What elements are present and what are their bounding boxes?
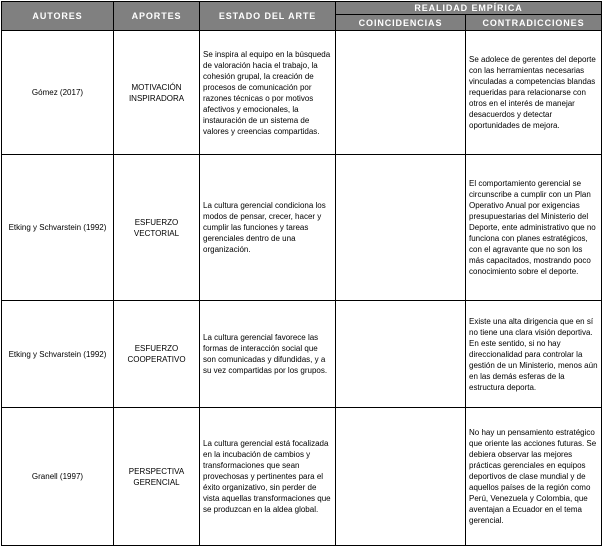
estado-cell: La cultura gerencial condiciona los modos de pensar, crecer, hacer y cumplir las funciones y tareas gerenciales dentro de una organización. (200, 155, 336, 301)
autor-cell: Etking y Schvarstein (1992) (2, 155, 114, 301)
header-aportes: APORTES (114, 2, 200, 31)
aporte-cell: ESFUERZO VECTORIAL (114, 155, 200, 301)
coincidencias-cell (336, 408, 466, 546)
autor-cell: Etking y Schvarstein (1992) (2, 301, 114, 408)
autor-cell: Granell (1997) (2, 408, 114, 546)
contradicciones-cell: No hay un pensamiento estratégico que oriente las acciones futuras. Se debiera observar las mejores prácticas gerenciales en equipos deportivos de clase mundial y de aquellos países de la región como Perú, Venezuela y Colombia, que aventajan a Ecuador en el tema gerencial. (466, 408, 602, 546)
table-row (2, 408, 602, 546)
coincidencias-cell (336, 155, 466, 301)
aporte-cell: MOTIVACIÓN INSPIRADORA (114, 31, 200, 155)
header-coincidencias: COINCIDENCIAS (336, 15, 466, 31)
table-header (2, 2, 602, 31)
estado-cell: La cultura gerencial está focalizada en la incubación de cambios y transformaciones que sean provechosas y pertinentes para el éxito organizativo, sin perder de vista aquellas transformaciones que se produzcan en la aldea global. (200, 408, 336, 546)
coincidencias-cell (336, 301, 466, 408)
header-contradicciones: CONTRADICCIONES (466, 15, 602, 31)
contradicciones-cell: Existe una alta dirigencia que en sí no tiene una clara visión deportiva. En este sentido, si no hay direccionalidad para controlar la gestión de un Ministerio, menos aún en las demás esferas de la estructura deporta. (466, 301, 602, 408)
comparison-table-container (1, 1, 602, 546)
header-realidad-empirica: REALIDAD EMPÍRICA (336, 2, 602, 15)
estado-cell: Se inspira al equipo en la búsqueda de valoración hacia el trabajo, la cohesión grupal, la creación de procesos de comunicación por razones técnicas o por motivos afectivos y emocionales, la instauración de un sistema de valores y creencias compartidas. (200, 31, 336, 155)
contradicciones-cell: Se adolece de gerentes del deporte con las herramientas necesarias vinculadas a competencias blandas requeridas para relacionarse con otros en el interés de manejar desacuerdos y detectar oportunidades de mejora. (466, 31, 602, 155)
table-body (2, 31, 602, 546)
table-row (2, 155, 602, 301)
contradicciones-cell: El comportamiento gerencial se circunscribe a cumplir con un Plan Operativo Anual por exigencias presupuestarias del Ministerio del Deporte, ente administrativo que no funciona con planes estratégicos, con el agravante que no son los más capacitados, mostrando poco conocimiento sobre el deporte. (466, 155, 602, 301)
estado-cell: La cultura gerencial favorece las formas de interacción social que son comunicadas y difundidas, y a su vez compartidas por los grupos. (200, 301, 336, 408)
header-estado-del-arte: ESTADO DEL ARTE (200, 2, 336, 31)
table-row (2, 31, 602, 155)
table-row (2, 301, 602, 408)
aporte-cell: PERSPECTIVA GERENCIAL (114, 408, 200, 546)
comparison-table (1, 1, 602, 546)
coincidencias-cell (336, 31, 466, 155)
aporte-cell: ESFUERZO COOPERATIVO (114, 301, 200, 408)
autor-cell: Gómez (2017) (2, 31, 114, 155)
header-autores: AUTORES (2, 2, 114, 31)
